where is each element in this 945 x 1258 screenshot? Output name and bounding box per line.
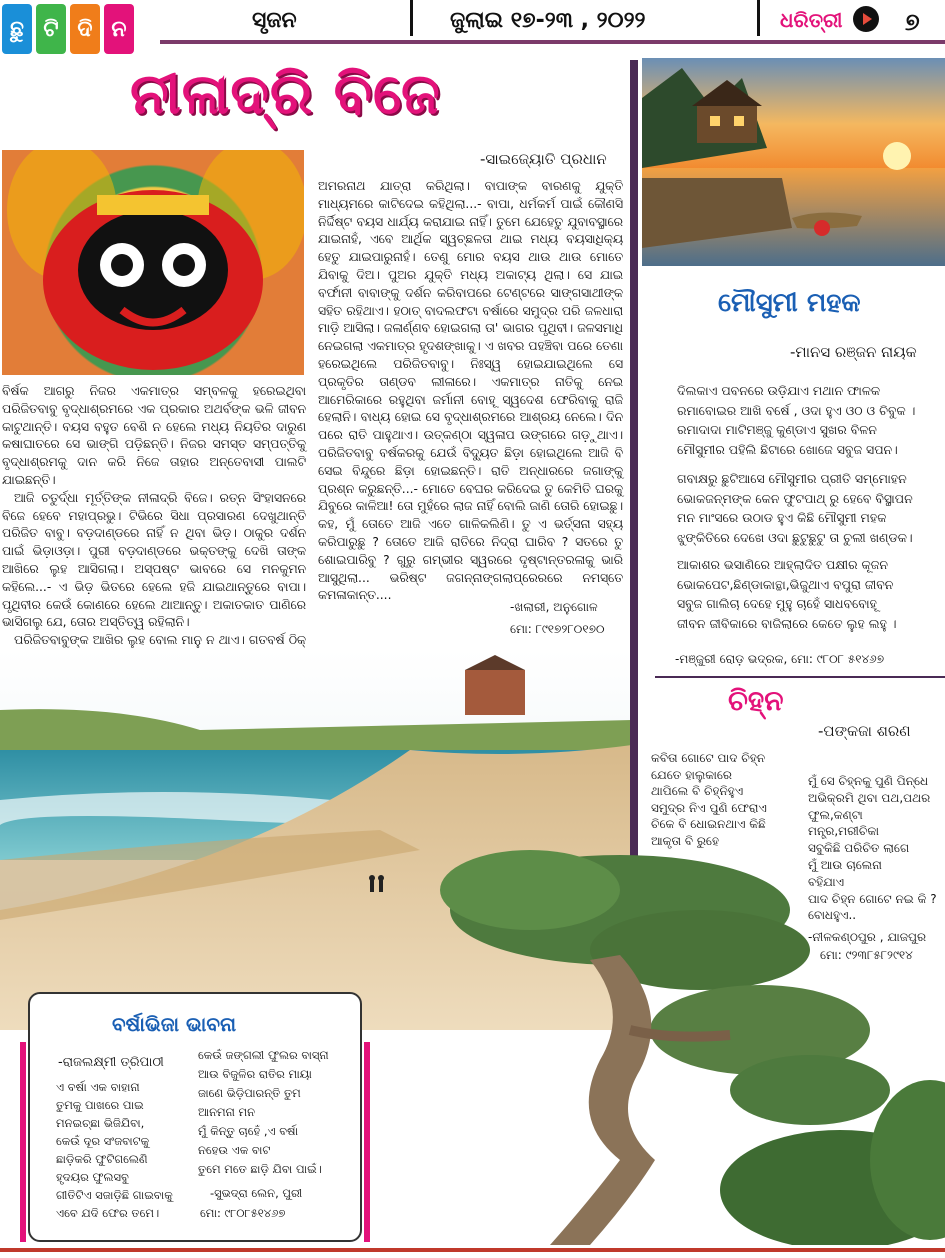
story-phone: ମୋ: ୮୯୧୭୨୮୦୧୭୦ bbox=[510, 622, 605, 636]
poem-line: ଝୁଙ୍କିତିରେ ଦେଖେ ଓଦା ଛୁଟୁଛୁଟୁ ତା ଚୁଲୀ ଖଣ୍ଡକ। bbox=[677, 529, 913, 545]
header-rule bbox=[160, 40, 945, 44]
poem2-footer-place: -ନୀଳକଣ୍ଠପୁର , ଯାଜପୁର bbox=[808, 930, 927, 944]
story-paragraph: ପରିଜିତବାବୁଙ୍କ ଆଖିର ଲୁହ ବୋଲ ମାନୁ ନ ଥାଏ। ଗତବର୍ଷ ଠିକ୍ bbox=[14, 633, 306, 648]
poem-line: କବିତା ଗୋଟେ ପାଦ ଚିହ୍ନ bbox=[651, 751, 766, 765]
poem-line: ପାଦ ଚିହ୍ନ ଗୋଟେ ନଇ କି ? bbox=[808, 891, 937, 906]
poem-line: ରମାଦାଦା ମାଟିମଞ୍ଜୁ କୁଣ୍ଡାଏ ସୁଖର ବିଳନ bbox=[677, 422, 877, 438]
poem3-title: ବର୍ଷାଭିଜା ଭାବନା bbox=[112, 1012, 237, 1036]
column-divider bbox=[630, 60, 638, 860]
poem3-right bbox=[198, 1046, 329, 1179]
poem1-footer: -ମଞ୍ଜୁରୀ ରୋଡ଼ ଭଦ୍ରକ, ମୋ: ୯୮୦୮ ୫୧୪୬୭ bbox=[675, 652, 885, 666]
paper-logo: ଧରିତ୍ରୀ bbox=[780, 8, 843, 32]
deity-image bbox=[2, 150, 304, 375]
poem1-stanza-3 bbox=[677, 555, 897, 633]
poem-line: ଆକାଶର ଭସାଣିରେ ଆହ୍ଲାଦିତ ପକ୍ଷୀର କୂଜନ bbox=[677, 557, 889, 572]
poem-line: ମୌସୁମୀର ପହିଲି ଛିଟାରେ ଖୋଜେ ସବୁଜ ସପନ। bbox=[677, 441, 898, 457]
poem-line: ତୁମେ ମତେ ଛାଡ଼ି ଯିବା ପାଇଁ। bbox=[198, 1162, 322, 1176]
deity-illustration bbox=[2, 150, 304, 375]
poem3-footer-place: -ସୁଭଦ୍ରା ଲେନ, ପୁରୀ bbox=[210, 1186, 303, 1200]
poem-line: ମୁଁ ସେ ଚିହ୍ନକୁ ପୁଣି ପିନ୍ଧେ bbox=[808, 774, 929, 788]
poem-line: ମନ୍ତ୍ର,ମରୀଚିକା bbox=[808, 824, 879, 839]
poem-line: ଆନମନା ମନ bbox=[198, 1105, 256, 1119]
poem-line: ଏବେ ଯଦି ଫେର ତମେ। bbox=[56, 1206, 160, 1220]
bonsai-image bbox=[370, 830, 945, 1245]
story-paragraph: ଅମରନାଥ ଯାତ୍ରା କରିଥିଲା। ବାପାଙ୍କ ବାରଣକୁ ଯୁକ୍ତି ମାଧ୍ୟମରେ କାଟିଦେଇ କହିଥିଲା...- ବାପା, ଧର୍ମକର୍ମ ପାଇଁ କୌଣସି ନିର୍ଦ୍ଦିଷ୍ଟ ବୟସ ଧାର୍ଯ୍ୟ କରାଯାଇ ନାହିଁ। ତୁମେ ଯେହେତୁ ଯୁବାବସ୍ଥାରେ ଯାଇନାହଁ, ଏବେ ଆର୍ଥିକ ସ୍ୱଚ୍ଛଳତା ଥାଇ ମଧ୍ୟ ବୟସାଧିକ୍ୟ ହେତୁ ଯାଇପାରୁନାହଁ। ତେଣୁ ମୋର ବୟସ ଥାଉ ଥାଉ ମୋତେ ଯିବାକୁ ଦିଅ। ପୁଅର ଯୁକ୍ତି ମଧ୍ୟ ଅକାଟ୍ୟ ଥିଲା। ସେ ଯାଇ ବର୍ଫାନୀ ବାବାଙ୍କୁ ଦର୍ଶନ କରିବାପରେ ଟେଣ୍ଟରେ ସାଙ୍ଗସାଥୀଙ୍କ ସହିତ ରହିଥାଏ। ହଠାତ୍ ବାଦଲଫଟା ବର୍ଷାରେ ସମୁଦ୍ର ପରି ଜଳଧାରା ମାଡ଼ି ଆସିଲା। ଜଳାର୍ଣ୍ଣବ ହୋଇଗଲା ତା' ଭାଗର ପୃଥିବୀ। ଜଳସମାଧି ନେଇଗଲା ଏକମାତ୍ର ହୃଦଶଙ୍ଖାକୁ। ଏ ଖବର ପହଞ୍ଚିବା ପରେ ତେଣା ହରେଇଥିଲେ ପରିଜିତବାବୁ। ନିଃସ୍ୱ ହୋଇଯାଇଥିଲେ ସେ ପ୍ରକୃତିର ତାଣ୍ଡବ ଲୀଳାରେ। ଏକମାତ୍ର ନାତିକୁ ନେଇ ଆମେରିକାରେ ରହୁଥିବା ଜର୍ମାନୀ ବୋହୂ ସ୍ୱଦେଶ ଫେରିବାକୁ ରାଜି ହେଲାନି। ବାଧ୍ୟ ହୋଇ ସେ ବୃଦ୍ଧାଶ୍ରମରେ ଆଶ୍ରୟ ନେଲେ। ଦିନ ପରେ ରାତି ପାହୁଥାଏ। ଉତ୍କଣ୍ଠା ସ୍ୱଳାପ ଉଙ୍ଗରେ ଗଡ଼ୁଥାଏ। ପରିଜିତବାବୁ ବର୍ଷକରକୁ ଯେଉଁ ବିଦ୍ୟୁତ ଛିଡ଼ା ହୋଇଥିଲେ ଆଜି ବି ସେଇ ବିନ୍ଦୁରେ ଛିଡ଼ା ହୋଇଛନ୍ତି। ରାତି ଅନ୍ଧାରରେ ଜଗାଙ୍କୁ ପ୍ରଶ୍ନ କରୁଛନ୍ତି...- ମୋତେ ବେଘର କରିଦେଇ ତୁ କେମିତି ଘରକୁ ଯିବୁରେ କାଳିଆ! ତୋ ମୁହଁରେ ଲାଜ ନାହିଁ ବୋଲି ଜାଣି ତୋରି ହୋଇଛୁ। କହ, ମୁଁ ତୋତେ ଆଜି ଏତେ ଗାଳିକଲିଣି। ତୁ ଏ ଭର୍ତ୍ସନା ସହ୍ୟ କରିପାରୁଛୁ ? ତୋତେ ଆଜି ରାତିରେ ନିଦ୍ରା ଘାରିବ ? ସତରେ ତୁ ଶୋଇପାରିବୁ ? ଗୁରୁ ଗମ୍ଭୀର ସ୍ୱରରେ ଦୃଷ୍ଟାନ୍ତରଳାକୁ ଭାରି ଆସୁଥିଲା... ଭରିଷ୍ଟ ଜଗନ୍ନାଙ୍ଗଲାପ୍ରେରରେ ନମସ୍ତେ କମଳାକାନ୍ତ.... bbox=[318, 179, 623, 603]
header-divider bbox=[757, 0, 760, 36]
story-column-1 bbox=[2, 383, 306, 668]
poem3-author: -ରାଜଲକ୍ଷ୍ମୀ ତ୍ରିପାଠୀ bbox=[58, 1055, 164, 1070]
poem1-stanza-2 bbox=[677, 469, 913, 547]
poem-line: ଅଭିକ୍ରମି ଥିବା ପଥ,ପଥର bbox=[808, 790, 931, 805]
poem-line: ନହେଉ ଏକ ବାଟ bbox=[198, 1143, 271, 1157]
brand-letter-1: ଛୁ bbox=[2, 4, 32, 54]
poem2-title: ଚିହ୍ନ bbox=[728, 684, 784, 717]
poem-line: ଆଉ ବିଜୁଳିର ରାତିର ମାୟା bbox=[198, 1067, 312, 1081]
issue-date: ଜୁଲାଇ ୧୭-୨୩ , ୨୦୨୨ bbox=[450, 8, 646, 33]
footer-rule bbox=[0, 1248, 945, 1252]
story-author: -ସାଇଜ୍ୟୋତି ପ୍ରଧାନ bbox=[480, 150, 607, 168]
poem-line: ମନ ମାଂସରେ ଉଠାଡ ହୁଏ କିଛି ମୌସୁମୀ ମହକ bbox=[677, 510, 887, 526]
page-number: ୭ bbox=[905, 8, 920, 36]
poem-line: ଜୀବନ ଜୀବିକାରେ ବାଜିଲାରେ କେତେ ଲୁହ ଲହୁ । bbox=[677, 615, 897, 631]
poem-line: ମୁଁ ଆଉ ଚାଲେନା bbox=[808, 857, 882, 872]
poem-line: ଜାଣେ ଭିଡ଼ିପାରନ୍ତି ତୁମ bbox=[198, 1086, 301, 1100]
poem-line: ରମାବୋଇର ଆଖି ବର୍ଷେ , ଓଦା ହୁଏ ଓଠ ଓ ଚିବୁକ । bbox=[677, 402, 916, 418]
poem-line: ସବୁଜ ଗାଲିଚା ଦେହେ ମୁହୁ ଚାହେଁ ସାଧବବୋହୂ bbox=[677, 596, 877, 612]
poem3-footer-phone: ମୋ: ୯୮୦୮୫୧୪୬୭ bbox=[200, 1206, 286, 1220]
masthead bbox=[0, 0, 945, 58]
poem1-author: -ମାନସ ରଞ୍ଜନ ନାୟକ bbox=[790, 343, 917, 361]
poem-line: ଫୁଲ,କଣ୍ଟା bbox=[808, 807, 863, 822]
poem1-title: ମୌସୁମୀ ମହକ bbox=[718, 288, 861, 318]
poem2-author: -ପଙ୍କଜା ଶରଣ bbox=[818, 722, 911, 740]
poem-line: ଭୋକଜନ୍ମଙ୍କ କେନ ଫୁଟପାଥ୍ ରୁ ହେବେ ବିସ୍ଥାପନ bbox=[677, 490, 913, 506]
brand-letter-4: ନ bbox=[104, 4, 134, 54]
accent-bar bbox=[20, 1042, 26, 1242]
story-paragraph: ବିର୍ଷକ ଆଗରୁ ନିଜର ଏକମାତ୍ର ସମ୍ବଳକୁ ହରେଇଥିବା ପରିଜିତବାବୁ ବୃଦ୍ଧାଶ୍ରମରେ ଏକ ପ୍ରକାର ଅଥର୍ବଙ୍କ ଭଳି ଜୀବନ କାଟୁଥାନ୍ତି। ବୟସ ବହୁତ ବେଶି ନ ହେଲେ ମଧ୍ୟ ନିୟତିର ଦାରୁଣ କଷାଘାତରେ ସେ ଭାଙ୍ଗି ପଡ଼ିଛନ୍ତି। ନିଜର ସମସ୍ତ ସମ୍ପତ୍ତିକୁ ବୃଦ୍ଧାଶ୍ରମକୁ ଦାନ କରି ନିଜେ ତାହାର ଅନ୍ତେବାସୀ ପାଲଟି ଯାଇଛନ୍ତି। bbox=[2, 384, 306, 487]
poem-line: ହୃଦୟର ଫୁଲସବୁ bbox=[56, 1170, 129, 1184]
poem-line: ସବୁକିଛି ପରିଚିତ ଲାଗେ bbox=[808, 841, 910, 856]
poem-line: ଯେତେ ହାଲୁକାରେ bbox=[651, 767, 732, 782]
poem-line: ଭୋକପେଟ,ଛିଣ୍ଡାକାନ୍ଥା,ଭିଜୁଥାଏ ବପୁରା ଜୀବନ bbox=[677, 576, 894, 592]
poem2-footer-phone: ମୋ: ୯୨୩୮୫୮୨୯୧୪ bbox=[820, 948, 913, 962]
accent-bar bbox=[364, 1042, 370, 1242]
poem-line: ଏ ବର୍ଷା ଏକ ବାହାନା bbox=[56, 1080, 140, 1094]
poem-line: ଦିଲକାଏ ପବନରେ ଉଡ଼ିଯାଏ ମଥାନ ଫାଳକ bbox=[677, 383, 881, 398]
bonsai-illustration bbox=[370, 830, 945, 1245]
poem-line: ଚିକେ ବି ଧୋଇନଥାଏ କିଛି bbox=[651, 817, 766, 831]
poem-line: ବହିଯାଏ bbox=[808, 874, 845, 889]
poem-line: ଥାପିଲେ ବି ଚିହ୍ନିହୁଏ bbox=[651, 784, 744, 798]
poem1-stanza-1 bbox=[677, 381, 915, 459]
brand-letter-2: ଟି bbox=[36, 4, 66, 54]
section-rule bbox=[655, 676, 945, 678]
story-column-2 bbox=[318, 178, 623, 605]
poem-line: ଛାଡ଼ିକରି ଫୁଟିଗଲେଣି bbox=[56, 1152, 148, 1166]
poem-line: ସମୁଦ୍ର ନିଏ ପୁଣି ଫେରାଏ bbox=[651, 800, 767, 815]
brand-letter-3: ଦି bbox=[70, 4, 100, 54]
header-divider bbox=[410, 0, 413, 36]
poem-line: କେଉଁ ଦୂର ସଂଜବାଟକୁ bbox=[56, 1134, 150, 1148]
poem-line: ଗବାକ୍ଷରୁ ଛୁଟିଆସେ ମୌସୁମୀର ପ୍ରୀତି ସମ୍ମୋହନ bbox=[677, 471, 907, 486]
story-paragraph: ଆଜି ଚତୁର୍ଦ୍ଧା ମୂର୍ତ୍ତିଙ୍କ ନୀଳାଦ୍ରି ବିଜେ। ରତ୍ନ ସିଂହାସନରେ ବିଜେ ହେବେ ମହାପ୍ରଭୁ। ଟିଭିରେ ସିଧା ପ୍ରସାରଣ ଦେଖୁଥାନ୍ତି ପରିଜିତ ବାବୁ। ବଡ଼ଦାଣ୍ଡରେ ନାହିଁ ନ ଥିବା ଭିଡ଼। ଠାକୁର ଦର୍ଶନ ପାଇଁ ଭିଡ଼ାଓଡ଼ା। ପୁରୀ ବଡ଼ଦାଣ୍ଡରେ ଭକ୍ତଙ୍କୁ ଦେଖି ତାଙ୍କ ଆଖିରେ ଲୁହ ଆସିଗଲା। ଅସ୍ପଷ୍ଟ ଭାବରେ ସେ ମନକୁମନ କହିଲେ...- ଏ ଭିଡ଼ ଭିତରେ ହେଲେ ହଜି ଯାଇଥାନ୍ତୁରେ ବାପା। ପୃଥିବୀର କେଉଁ କୋଣରେ ହେଲେ ଥାଆନ୍ତୁ। ଅକାତକାତ ପାଣିରେ ଭାସିଗଲୁ ଯେ, ତୋର ଅସ୍ତିତ୍ୱ ରହିଲାନି। bbox=[2, 490, 306, 630]
poem-line: ବୋଧହୁଏ.. bbox=[808, 908, 857, 923]
play-icon bbox=[853, 6, 879, 32]
poem-line: ତୁମକୁ ପାଖରେ ପାଇ bbox=[56, 1098, 144, 1112]
lake-illustration bbox=[642, 58, 945, 266]
lake-image bbox=[642, 58, 945, 266]
poem-line: ଆକୃତା ବି ରୁହେ bbox=[651, 833, 719, 848]
poem3-left bbox=[56, 1078, 173, 1222]
poem-line: ମନଇଚ୍ଛା ଭିଜିଯିବା, bbox=[56, 1116, 145, 1130]
story-title: ନୀଳାଦ୍ରି ବିଜେ bbox=[130, 62, 441, 127]
poem-line: ମୁଁ କିନ୍ତୁ ଚାହେଁ ,ଏ ବର୍ଷା bbox=[198, 1124, 299, 1138]
section-name: ସୃଜନ bbox=[252, 8, 297, 33]
poem-line: କେଉଁ ଜଙ୍ଗଲୀ ଫୁଲର ବାସ୍ନା bbox=[198, 1048, 329, 1062]
story-place: -ଖଲାରୀ, ଅନୁଗୋଳ bbox=[510, 600, 598, 614]
poem-line: ଗୀତିଟିଏ ସଜାଡ଼ିଛି ଗାଇବାକୁ bbox=[56, 1188, 173, 1202]
